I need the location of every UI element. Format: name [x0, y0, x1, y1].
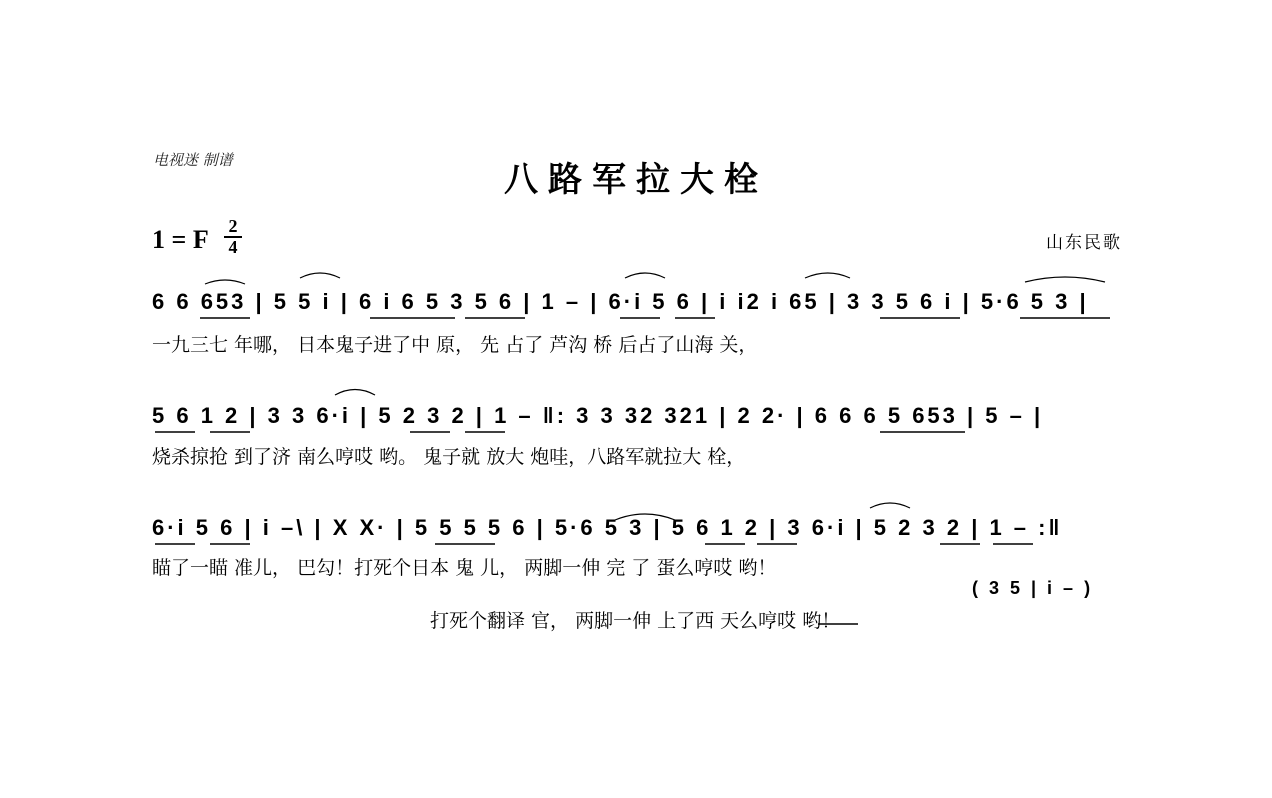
- song-title: 八路军拉大栓: [504, 160, 768, 200]
- notation-line-1: 6 6 653 | 5 5 i | 6 i 6 5 3 5 6 | 1 – | 6·i 5 6 | i i2 i 65 | 3 3 5 6 i | 5·6 5 3 |: [152, 289, 1089, 314]
- notation-line-2: 5 6 1 2 | 3 3 6·i | 5 2 3 2 | 1 – ‖: 3 3 32 321 | 2 2· | 6 6 6 5 653 | 5 – |: [152, 403, 1044, 428]
- notation-line-3: 6·i 5 6 | i –\ | X X· | 5 5 5 5 6 | 5·6 5 3 | 5 6 1 2 | 3 6·i | 5 2 3 2 | 1 – :‖: [152, 515, 1063, 540]
- cue-notes: ( 3 5 | i – ): [972, 578, 1094, 598]
- time-signature-top: 2: [228, 216, 238, 236]
- key-signature: 1 = F: [152, 225, 209, 254]
- lyrics-line-3-alt: 打死个翻译 官， 两脚一伸 上了西 天么哼哎 哟！: [430, 610, 841, 632]
- lyrics-line-2: 烧杀掠抢 到了济 南么哼哎 哟。 鬼子就 放大 炮哇，八路军就拉大 栓，: [152, 446, 746, 468]
- time-signature-bottom: 4: [228, 237, 238, 257]
- song-origin: 山东民歌: [1046, 233, 1122, 253]
- credit-text: 电视迷 制谱: [153, 151, 233, 169]
- lyrics-line-3: 瞄了一瞄 准儿， 巴勾！打死个日本 鬼 儿， 两脚一伸 完 了 蛋么哼哎 哟！: [152, 557, 777, 579]
- lyrics-line-1: 一九三七 年哪， 日本鬼子进了中 原， 先 占了 芦沟 桥 后占了山海 关，: [152, 334, 758, 356]
